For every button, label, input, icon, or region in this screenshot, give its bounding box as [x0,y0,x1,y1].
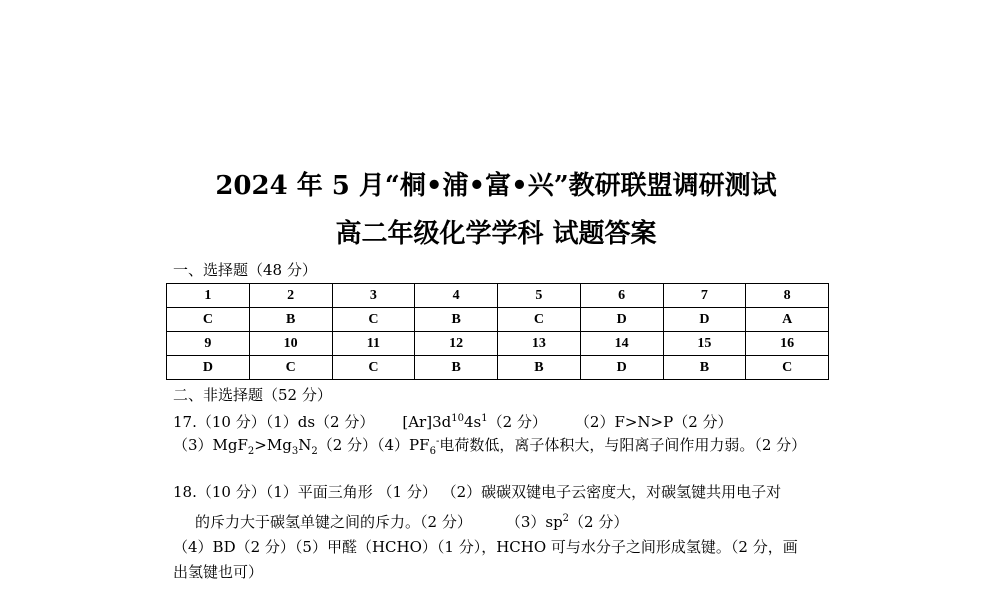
q17-config-score: （2 分） [487,413,547,431]
q17-line-2 [173,433,806,461]
q17-line-1 [173,410,733,431]
table-cell: 16 [746,332,829,356]
table-cell: 11 [332,332,415,356]
table-cell: B [415,308,498,332]
sub-4: 6 [429,446,436,457]
table-cell: 2 [249,284,332,308]
table-cell: 10 [249,332,332,356]
q18-line-2 [195,510,628,531]
title-line-1: 2024 年 5 月“桐•浦•富•兴”教研联盟调研测试 [215,171,777,201]
q17-part-2: （2）F>N>P（2 分） [574,413,733,431]
sub-3: 2 [311,446,318,457]
table-cell: 14 [580,332,663,356]
q17-part-1: 17.（10 分）（1）ds（2 分） [173,413,375,431]
table-cell: C [167,308,250,332]
section-nonchoice-heading: 二、非选择题（52 分） [173,386,332,404]
table-cell: D [580,308,663,332]
q17-part-3b: >Mg [254,436,292,454]
q18-line-1: 18.（10 分）（1）平面三角形 （1 分） （2）碳碳双键电子云密度大，对碳氢键共用电子对 [173,483,782,501]
q18-line-4: 出氢键也可） [173,563,264,581]
q17-part-4b: 电荷数低，离子体积大，与阳离子间作用力弱。（2 分） [439,436,807,454]
table-cell: C [249,356,332,380]
table-cell: B [663,356,746,380]
q17-part-3c: N [298,436,312,454]
table-cell: 12 [415,332,498,356]
table-cell: D [167,356,250,380]
q17-part-3a: （3）MgF [173,436,248,454]
table-cell: 4 [415,284,498,308]
table-cell: 7 [663,284,746,308]
q17-part-4a: （2 分）（4）PF [317,436,430,454]
q18-part-3-score: （2 分） [569,513,629,531]
q18-line-3: （4）BD（2 分）（5）甲醛（HCHO）（1 分），HCHO 可与水分子之间形成氢键。（2 分，画 [173,538,798,556]
q17-config-mid: 4s [463,413,482,431]
section-choice-heading: 一、选择题（48 分） [173,261,317,279]
table-cell: 15 [663,332,746,356]
table-row [167,332,829,356]
sub-2: 3 [291,446,299,457]
table-cell: 3 [332,284,415,308]
table-cell: C [332,308,415,332]
table-cell: 9 [167,332,250,356]
table-row [167,308,829,332]
q17-config: [Ar]3d [402,413,452,431]
table-cell: C [746,356,829,380]
table-cell: B [249,308,332,332]
table-cell: 8 [746,284,829,308]
table-cell: 5 [498,284,581,308]
q18-part-2: 的斥力大于碳氢单键之间的斥力。（2 分） [195,513,472,531]
answer-table [166,283,829,380]
table-cell: A [746,308,829,332]
table-cell: B [415,356,498,380]
q17-config-sup2: 1 [481,413,488,424]
table-cell: D [663,308,746,332]
q18-part-3: （3）sp [505,513,563,531]
table-cell: 1 [167,284,250,308]
q18-sp-sup: 2 [562,513,570,524]
title-line-2: 高二年级化学学科 试题答案 [335,219,657,249]
table-cell: C [332,356,415,380]
table-cell: 13 [498,332,581,356]
table-row [167,284,829,308]
table-cell: B [498,356,581,380]
sub-1: 2 [247,446,255,457]
q17-config-sup1: 10 [451,413,464,424]
table-cell: 6 [580,284,663,308]
table-cell: D [580,356,663,380]
table-row [167,356,829,380]
sup-charge: - [435,436,440,447]
table-cell: C [498,308,581,332]
